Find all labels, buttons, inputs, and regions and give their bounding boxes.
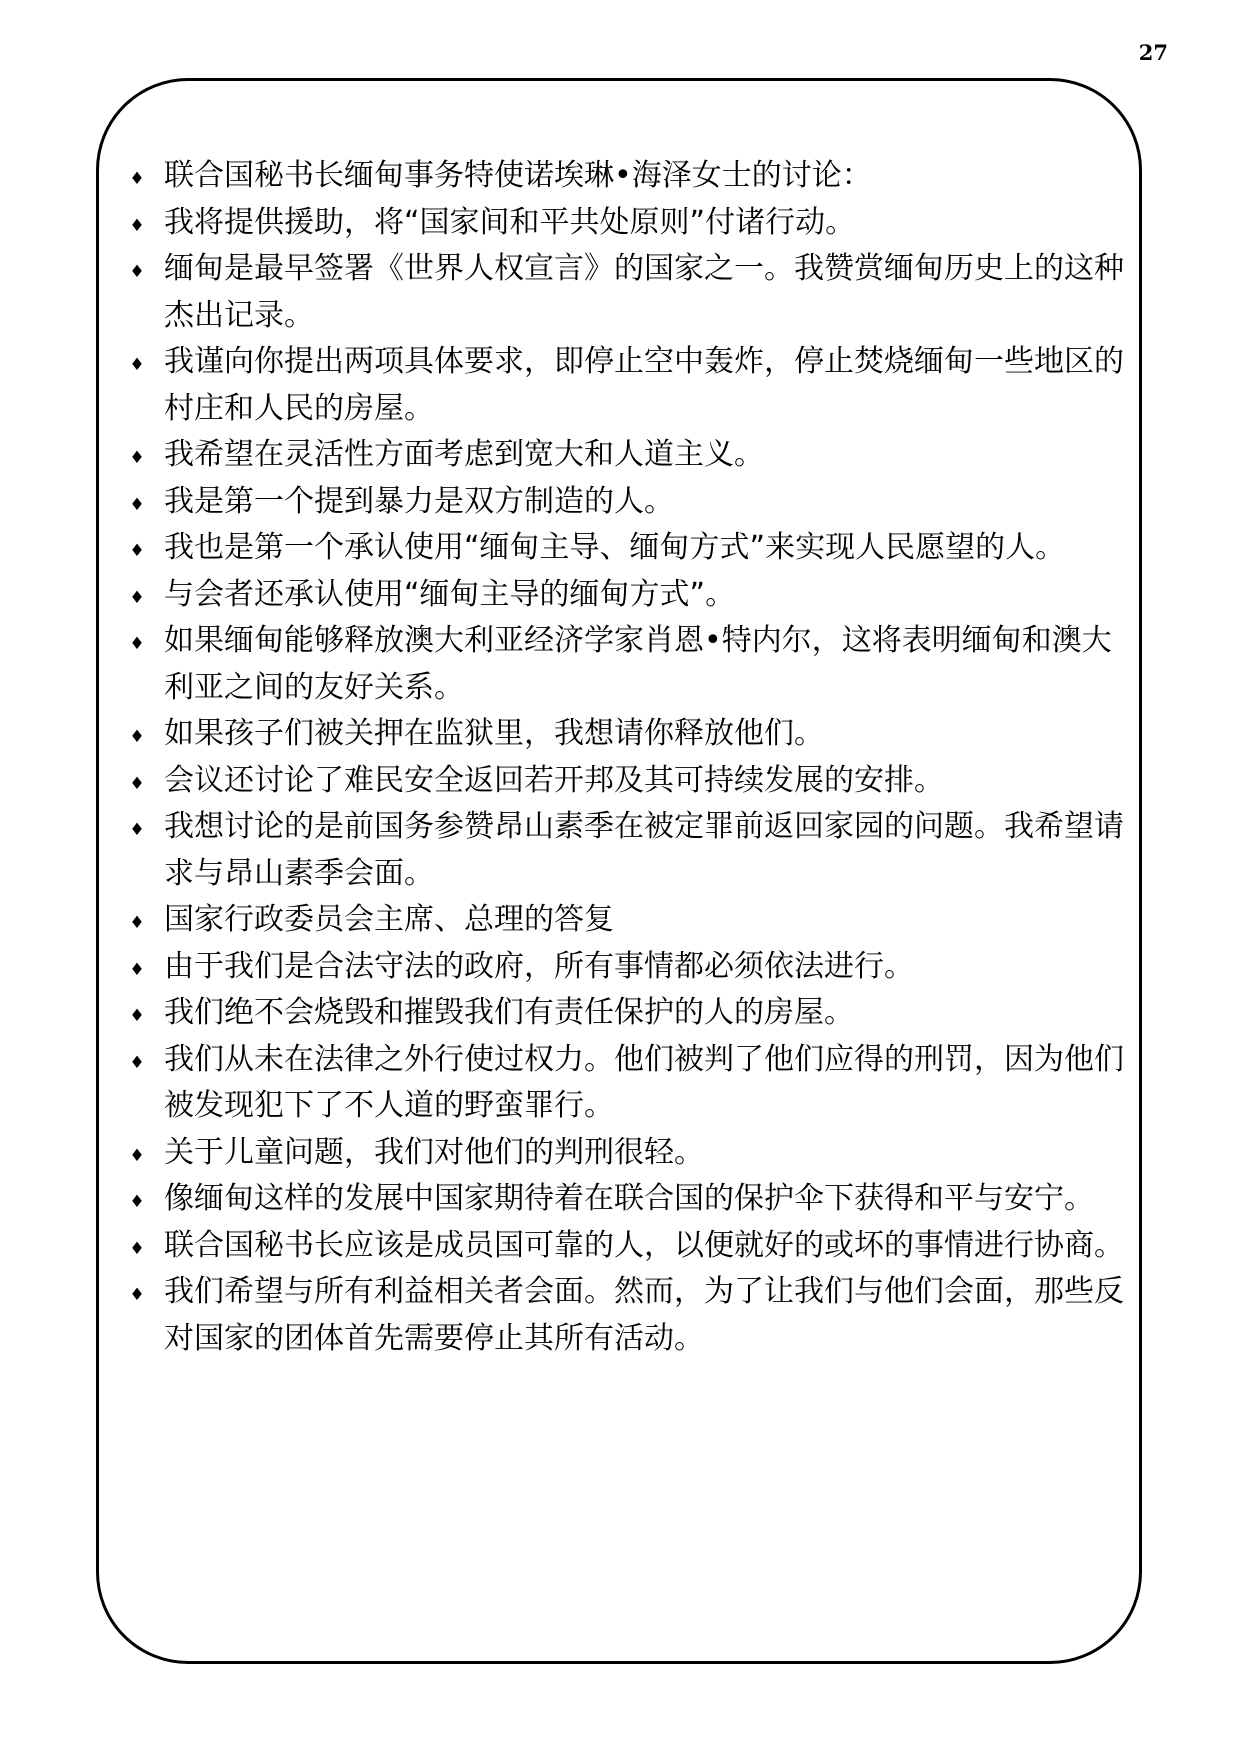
diamond-bullet-icon: ♦: [129, 727, 145, 747]
bullet-text: 联合国秘书长缅甸事务特使诺埃琳•海泽女士的讨论：: [164, 158, 872, 193]
diamond-bullet-icon: ♦: [129, 634, 145, 654]
bullet-text: 我也是第一个承认使用“缅甸主导、缅甸方式”来实现人民愿望的人。: [164, 530, 1066, 565]
bullet-item: [124, 1269, 1124, 1362]
diamond-bullet-icon: ♦: [129, 262, 145, 282]
bullet-item: [124, 990, 1124, 1037]
bullet-text: 缅甸是最早签署《世界人权宣言》的国家之一。我赞赏缅甸历史上的这种杰出记录。: [164, 251, 1124, 333]
bullet-text: 我们绝不会烧毁和摧毁我们有责任保护的人的房屋。: [164, 995, 854, 1030]
bullet-text: 国家行政委员会主席、总理的答复: [164, 902, 614, 937]
diamond-bullet-icon: ♦: [129, 541, 145, 561]
bullet-item: [124, 897, 1124, 944]
bullet-item: [124, 1037, 1124, 1130]
diamond-bullet-icon: ♦: [129, 448, 145, 468]
bullet-item: [124, 944, 1124, 991]
diamond-bullet-icon: ♦: [129, 773, 145, 794]
bullet-text: 会议还讨论了难民安全返回若开邦及其可持续发展的安排。: [164, 762, 944, 798]
diamond-bullet-icon: ♦: [129, 355, 145, 375]
bullet-item: [124, 246, 1124, 339]
bullet-text: 我谨向你提出两项具体要求，即停止空中轰炸，停止焚烧缅甸一些地区的村庄和人民的房屋。: [164, 344, 1124, 426]
bullet-item: [124, 339, 1124, 432]
bullet-list: [124, 153, 1124, 1362]
bullet-item: [124, 153, 1124, 200]
bullet-item: [124, 1130, 1124, 1177]
bullet-text: 我想讨论的是前国务参赞昂山素季在被定罪前返回家园的问题。我希望请求与昂山素季会面。: [164, 809, 1124, 891]
diamond-bullet-icon: ♦: [129, 587, 145, 608]
bullet-text: 我将提供援助，将“国家间和平共处原则”付诸行动。: [164, 204, 856, 240]
bullet-item: [124, 572, 1124, 619]
diamond-bullet-icon: ♦: [129, 1192, 145, 1212]
bullet-text: 与会者还承认使用“缅甸主导的缅甸方式”。: [164, 576, 736, 612]
diamond-bullet-icon: ♦: [129, 1052, 145, 1073]
diamond-bullet-icon: ♦: [129, 169, 145, 189]
diamond-bullet-icon: ♦: [129, 1238, 145, 1259]
bullet-text: 我们从未在法律之外行使过权力。他们被判了他们应得的刑罚，因为他们被发现犯下了不人道的野蛮罪行。: [164, 1041, 1124, 1123]
page-number: 27: [1138, 40, 1168, 65]
bullet-text: 我希望在灵活性方面考虑到宽大和人道主义。: [164, 437, 764, 472]
bullet-item: [124, 758, 1124, 805]
diamond-bullet-icon: ♦: [129, 1285, 145, 1305]
bullet-text: 关于儿童问题，我们对他们的判刑很轻。: [164, 1134, 704, 1170]
bullet-text: 我们希望与所有利益相关者会面。然而，为了让我们与他们会面，那些反对国家的团体首先需要停止其所有活动。: [164, 1274, 1124, 1356]
diamond-bullet-icon: ♦: [129, 820, 145, 840]
bullet-text: 我是第一个提到暴力是双方制造的人。: [164, 483, 674, 519]
diamond-bullet-icon: ♦: [129, 913, 145, 933]
bullet-item: [124, 1223, 1124, 1270]
diamond-bullet-icon: ♦: [129, 494, 145, 515]
bullet-item: [124, 1176, 1124, 1223]
diamond-bullet-icon: ♦: [129, 1145, 145, 1166]
bullet-text: 联合国秘书长应该是成员国可靠的人，以便就好的或坏的事情进行协商。: [164, 1227, 1124, 1263]
bullet-item: [124, 711, 1124, 758]
diamond-bullet-icon: ♦: [129, 959, 145, 980]
bullet-item: [124, 525, 1124, 572]
diamond-bullet-icon: ♦: [129, 215, 145, 236]
bullet-item: [124, 804, 1124, 897]
bullet-item: [124, 618, 1124, 711]
bullet-text: 由于我们是合法守法的政府，所有事情都必须依法进行。: [164, 948, 914, 984]
bullet-text: 如果缅甸能够释放澳大利亚经济学家肖恩•特内尔，这将表明缅甸和澳大利亚之间的友好关系。: [164, 623, 1112, 705]
bullet-text: 像缅甸这样的发展中国家期待着在联合国的保护伞下获得和平与安宁。: [164, 1181, 1094, 1216]
bullet-item: [124, 432, 1124, 479]
bullet-text: 如果孩子们被关押在监狱里，我想请你释放他们。: [164, 716, 824, 751]
bullet-item: [124, 479, 1124, 526]
diamond-bullet-icon: ♦: [129, 1006, 145, 1026]
bullet-item: [124, 200, 1124, 247]
